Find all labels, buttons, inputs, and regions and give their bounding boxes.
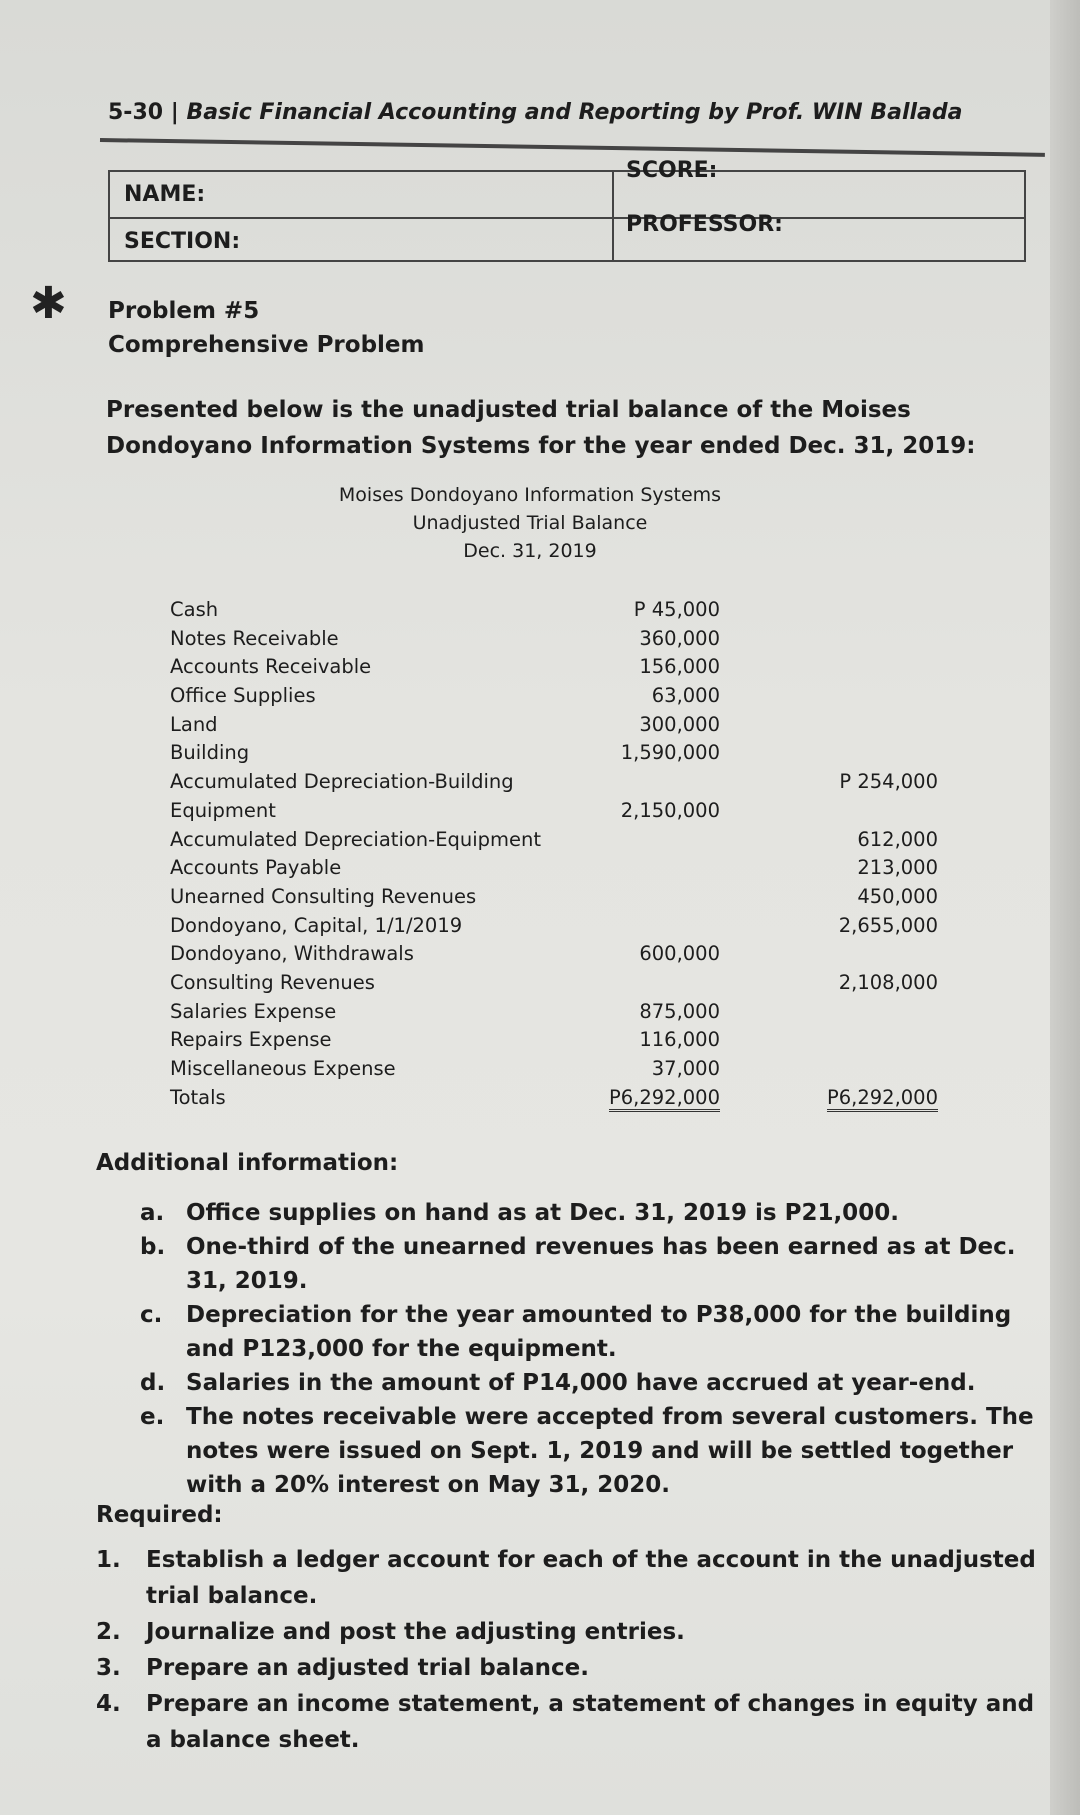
totals-row: [170, 1086, 950, 1115]
list-text: The notes receivable were accepted from several customers. The notes were issued on Sept. 1, 2019 and will be settled together with a 20% interest on May 31, 2020.: [186, 1404, 1034, 1498]
list-text: One-third of the unearned revenues has been earned as at Dec. 31, 2019.: [186, 1234, 1016, 1294]
debit-amount: 63,000: [651, 684, 720, 708]
list-text: Depreciation for the year amounted to P38,000 for the building and P123,000 for the equipment.: [186, 1302, 1012, 1362]
list-text: Prepare an adjusted trial balance.: [146, 1655, 589, 1681]
student-info-box: [108, 158, 1026, 262]
table-row: [170, 942, 950, 971]
list-item: [96, 1196, 1036, 1230]
table-row: [170, 856, 950, 885]
list-item: [96, 1542, 1036, 1614]
credit-amount: P6,292,000: [827, 1086, 938, 1112]
account-name: Equipment: [170, 798, 276, 822]
section-label: SECTION:: [124, 229, 241, 254]
company-name: Moises Dondoyano Information Systems: [338, 484, 722, 506]
account-name: Dondoyano, Capital, 1/1/2019: [170, 913, 463, 937]
table-row: [170, 1057, 950, 1086]
debit-amount: 360,000: [639, 626, 720, 650]
list-item: [96, 1366, 1036, 1400]
debit-amount: 1,590,000: [620, 741, 720, 765]
account-name: Accounts Receivable: [170, 655, 372, 679]
page-number: 5-30: [108, 100, 164, 125]
account-name: Accounts Payable: [170, 856, 342, 880]
debit-amount: P6,292,000: [609, 1086, 720, 1112]
score-label: SCORE:: [626, 158, 718, 183]
table-row: [170, 1028, 950, 1057]
account-name: Cash: [170, 598, 219, 621]
list-marker: 3.: [96, 1655, 121, 1681]
table-row: [170, 684, 950, 713]
problem-number: Problem #5: [108, 298, 260, 324]
list-text: Salaries in the amount of P14,000 have accrued at year-end.: [186, 1370, 976, 1396]
list-text: Journalize and post the adjusting entries.: [146, 1619, 685, 1645]
list-item: [96, 1298, 1036, 1366]
credit-amount: 2,655,000: [838, 913, 938, 937]
debit-amount: 37,000: [651, 1057, 720, 1080]
additional-info-list: [96, 1196, 1036, 1502]
list-marker: 2.: [96, 1619, 121, 1645]
list-marker: a.: [140, 1200, 165, 1226]
debit-amount: 300,000: [639, 712, 720, 736]
credit-amount: 2,108,000: [838, 970, 938, 994]
credit-amount: P 254,000: [839, 770, 938, 794]
table-row: [170, 655, 950, 684]
list-item: [96, 1650, 1036, 1686]
table-row: [170, 598, 950, 627]
account-name: Consulting Revenues: [170, 970, 375, 994]
report-date: Dec. 31, 2019: [463, 540, 597, 562]
handwritten-star-mark: ✱: [30, 278, 67, 329]
header-separator: |: [170, 100, 179, 125]
debit-amount: P 45,000: [633, 598, 720, 621]
list-marker: d.: [140, 1370, 166, 1396]
report-title: Unadjusted Trial Balance: [412, 512, 648, 534]
list-text: Establish a ledger account for each of the account in the unadjusted trial balance.: [146, 1547, 1036, 1609]
credit-amount: 612,000: [857, 827, 938, 851]
table-row: [170, 914, 950, 943]
account-name: Repairs Expense: [170, 1028, 332, 1052]
account-name: Accumulated Depreciation-Building: [170, 770, 514, 794]
book-title: Basic Financial Accounting and Reporting by Prof. WIN Ballada: [186, 100, 963, 125]
list-item: [96, 1230, 1036, 1298]
additional-info-title: Additional information:: [96, 1150, 399, 1176]
debit-amount: 875,000: [639, 999, 720, 1023]
account-name: Land: [170, 712, 218, 736]
list-item: [96, 1400, 1036, 1502]
list-marker: b.: [140, 1234, 166, 1260]
credit-amount: 450,000: [857, 884, 938, 908]
account-name: Totals: [170, 1085, 226, 1109]
table-row: [170, 1000, 950, 1029]
credit-amount: 213,000: [857, 856, 938, 880]
book-spine: [1050, 0, 1080, 1815]
list-marker: c.: [140, 1302, 163, 1328]
debit-amount: 156,000: [639, 655, 720, 679]
name-label: NAME:: [124, 182, 206, 207]
account-name: Notes Receivable: [170, 626, 339, 650]
table-row: [170, 971, 950, 1000]
problem-title: Comprehensive Problem: [108, 332, 425, 358]
list-marker: e.: [140, 1404, 165, 1430]
debit-amount: 116,000: [639, 1028, 720, 1052]
table-row: [170, 828, 950, 857]
debit-amount: 2,150,000: [620, 798, 720, 822]
table-row: [170, 770, 950, 799]
table-row: [170, 885, 950, 914]
trial-balance-table: [170, 598, 950, 1114]
list-marker: 4.: [96, 1691, 121, 1717]
header-rule: [100, 138, 1045, 157]
required-title: Required:: [96, 1502, 223, 1528]
account-name: Dondoyano, Withdrawals: [170, 942, 414, 966]
list-marker: 1.: [96, 1547, 121, 1573]
table-row: [170, 741, 950, 770]
table-row: [170, 799, 950, 828]
debit-amount: 600,000: [639, 942, 720, 966]
running-head: [108, 100, 963, 125]
list-item: [96, 1614, 1036, 1650]
table-row: [170, 713, 950, 742]
account-name: Miscellaneous Expense: [170, 1057, 396, 1080]
problem-intro: Presented below is the unadjusted trial balance of the Moises Dondoyano Information Systems for the year ended Dec. 31, 2019:: [106, 397, 976, 459]
table-row: [170, 627, 950, 656]
list-text: Prepare an income statement, a statement of changes in equity and a balance sheet.: [146, 1691, 1035, 1753]
account-name: Unearned Consulting Revenues: [170, 884, 477, 908]
account-name: Office Supplies: [170, 684, 316, 708]
account-name: Accumulated Depreciation-Equipment: [170, 827, 542, 851]
list-text: Office supplies on hand as at Dec. 31, 2019 is P21,000.: [186, 1200, 899, 1226]
professor-label: PROFESSOR:: [626, 212, 783, 237]
list-item: [96, 1686, 1036, 1758]
required-list: [96, 1542, 1036, 1758]
account-name: Building: [170, 741, 250, 765]
account-name: Salaries Expense: [170, 999, 337, 1023]
